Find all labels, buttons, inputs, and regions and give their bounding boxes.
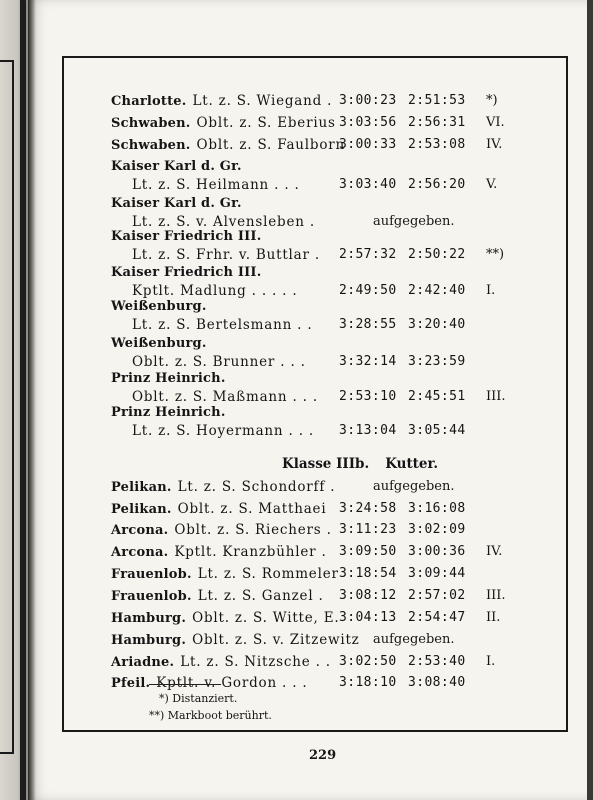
table-row bbox=[111, 228, 505, 264]
officer-name: Lt. z. S. Bertelsmann . . bbox=[132, 317, 313, 333]
status-abandoned: aufgegeben. bbox=[373, 479, 455, 494]
ship-name: Schwaben. bbox=[111, 138, 191, 153]
table-row bbox=[111, 587, 506, 606]
officer-name: Lt. z. S. Rommeler bbox=[197, 566, 339, 582]
table-row bbox=[111, 264, 496, 300]
officer-name: Kptlt. Kranzbühler . bbox=[174, 544, 327, 560]
status-abandoned: aufgegeben. bbox=[373, 214, 455, 229]
time-corrected: 2:53:08 bbox=[408, 137, 466, 152]
table-row bbox=[111, 335, 466, 371]
table-row bbox=[111, 521, 466, 540]
ship-name: Schwaben. bbox=[111, 116, 191, 131]
time-corrected: 2:56:31 bbox=[408, 115, 466, 130]
time-corrected: 3:09:44 bbox=[408, 566, 466, 581]
time-elapsed: 3:28:55 bbox=[339, 317, 397, 332]
officer-name: Lt. z. S. Heilmann . . . bbox=[132, 177, 300, 193]
book-page bbox=[28, 0, 593, 800]
ship-name: Charlotte. bbox=[111, 94, 187, 109]
placing: IV. bbox=[486, 137, 503, 152]
placing: III. bbox=[486, 588, 506, 603]
left-page-edge bbox=[0, 0, 26, 800]
table-row bbox=[111, 136, 503, 155]
ship-name: Prinz Heinrich. bbox=[111, 405, 226, 420]
placing: I. bbox=[486, 654, 496, 669]
placing: I. bbox=[486, 283, 496, 298]
officer-name: Lt. z. S. Ganzel . bbox=[197, 588, 324, 604]
table-row bbox=[111, 631, 455, 650]
officer-name: Oblt. z. S. Maßmann . . . bbox=[132, 389, 318, 405]
section-class: Klasse IIIb. bbox=[282, 456, 370, 472]
officer-name: Lt. z. S. Frhr. v. Buttlar . bbox=[132, 247, 320, 263]
officer-name: Oblt. z. S. Riechers . bbox=[174, 522, 332, 538]
table-row bbox=[111, 500, 466, 519]
right-edge bbox=[587, 0, 593, 800]
ship-name: Hamburg. bbox=[111, 633, 187, 648]
ship-name: Kaiser Friedrich III. bbox=[111, 265, 262, 280]
status-abandoned: aufgegeben. bbox=[373, 632, 455, 647]
time-elapsed: 3:09:50 bbox=[339, 544, 397, 559]
section-boat: Kutter. bbox=[385, 456, 439, 472]
placing: **) bbox=[486, 247, 505, 262]
table-row bbox=[111, 92, 498, 111]
time-corrected: 3:05:44 bbox=[408, 423, 466, 438]
placing: IV. bbox=[486, 544, 503, 559]
page-number: 229 bbox=[309, 748, 337, 763]
officer-name: Oblt. z. S. Matthaei bbox=[177, 501, 327, 517]
footnote-1: *) Distanziert. bbox=[159, 692, 238, 705]
ship-name: Pfeil. bbox=[111, 676, 151, 691]
time-corrected: 3:16:08 bbox=[408, 501, 466, 516]
officer-name: Oblt. z. S. Witte, E. bbox=[192, 610, 340, 626]
table-row bbox=[111, 370, 506, 406]
footnote-2: **) Markboot berührt. bbox=[149, 709, 272, 722]
ship-name: Weißenburg. bbox=[111, 336, 207, 351]
officer-name: Oblt. z. S. Faulborn bbox=[196, 137, 346, 153]
time-corrected: 3:20:40 bbox=[408, 317, 466, 332]
time-elapsed: 3:11:23 bbox=[339, 522, 397, 537]
time-elapsed: 2:49:50 bbox=[339, 283, 397, 298]
time-corrected: 3:08:40 bbox=[408, 675, 466, 690]
left-page-frame bbox=[0, 60, 14, 754]
time-corrected: 2:53:40 bbox=[408, 654, 466, 669]
officer-name: Oblt. z. S. Brunner . . . bbox=[132, 354, 306, 370]
time-elapsed: 3:03:56 bbox=[339, 115, 397, 130]
table-row bbox=[111, 158, 498, 194]
time-corrected: 2:42:40 bbox=[408, 283, 466, 298]
ship-name: Pelikan. bbox=[111, 502, 172, 517]
table-row bbox=[111, 195, 455, 231]
officer-name: Oblt. z. S. Eberius bbox=[196, 115, 336, 131]
placing: *) bbox=[486, 93, 498, 108]
time-corrected: 3:00:36 bbox=[408, 544, 466, 559]
ship-name: Kaiser Friedrich III. bbox=[111, 229, 262, 244]
table-row bbox=[111, 404, 466, 440]
table-row bbox=[111, 609, 501, 628]
officer-name: Kptlt. v. Gordon . . . bbox=[156, 675, 308, 691]
time-corrected: 2:51:53 bbox=[408, 93, 466, 108]
time-elapsed: 3:08:12 bbox=[339, 588, 397, 603]
ship-name: Arcona. bbox=[111, 545, 169, 560]
time-corrected: 3:23:59 bbox=[408, 354, 466, 369]
footnote-rule bbox=[149, 684, 221, 685]
placing: II. bbox=[486, 610, 501, 625]
ship-name: Prinz Heinrich. bbox=[111, 371, 226, 386]
table-row bbox=[111, 543, 503, 562]
time-corrected: 2:54:47 bbox=[408, 610, 466, 625]
time-elapsed: 3:04:13 bbox=[339, 610, 397, 625]
placing: III. bbox=[486, 389, 506, 404]
ship-name: Weißenburg. bbox=[111, 299, 207, 314]
time-elapsed: 3:00:33 bbox=[339, 137, 397, 152]
ship-name: Pelikan. bbox=[111, 480, 172, 495]
ship-name: Ariadne. bbox=[111, 655, 175, 670]
placing: V. bbox=[486, 177, 498, 192]
time-elapsed: 2:53:10 bbox=[339, 389, 397, 404]
placing: VI. bbox=[486, 115, 505, 130]
table-row bbox=[111, 114, 505, 133]
ship-name: Arcona. bbox=[111, 523, 169, 538]
officer-name: Lt. z. S. Schondorff . bbox=[177, 479, 336, 495]
time-corrected: 2:50:22 bbox=[408, 247, 466, 262]
time-elapsed: 3:24:58 bbox=[339, 501, 397, 516]
gutter-shadow bbox=[20, 0, 26, 800]
officer-name: Lt. z. S. Wiegand . bbox=[192, 93, 333, 109]
table-row bbox=[111, 565, 466, 584]
ship-name: Hamburg. bbox=[111, 611, 187, 626]
ship-name: Frauenlob. bbox=[111, 589, 192, 604]
time-elapsed: 3:32:14 bbox=[339, 354, 397, 369]
time-elapsed: 3:18:54 bbox=[339, 566, 397, 581]
time-corrected: 3:02:09 bbox=[408, 522, 466, 537]
officer-name: Oblt. z. S. v. Zitzewitz bbox=[192, 632, 360, 648]
time-elapsed: 3:00:23 bbox=[339, 93, 397, 108]
time-elapsed: 2:57:32 bbox=[339, 247, 397, 262]
time-elapsed: 3:18:10 bbox=[339, 675, 397, 690]
table-row bbox=[111, 478, 455, 497]
officer-name: Kptlt. Madlung . . . . . bbox=[132, 283, 298, 299]
time-corrected: 2:56:20 bbox=[408, 177, 466, 192]
officer-name: Lt. z. S. Hoyermann . . . bbox=[132, 423, 314, 439]
table-row bbox=[111, 298, 466, 334]
officer-name: Lt. z. S. v. Alvensleben . bbox=[132, 214, 315, 230]
time-corrected: 2:57:02 bbox=[408, 588, 466, 603]
ship-name: Kaiser Karl d. Gr. bbox=[111, 196, 242, 211]
table-row bbox=[111, 653, 496, 672]
time-corrected: 2:45:51 bbox=[408, 389, 466, 404]
officer-name: Lt. z. S. Nitzsche . . bbox=[180, 654, 331, 670]
ship-name: Frauenlob. bbox=[111, 567, 192, 582]
ship-name: Kaiser Karl d. Gr. bbox=[111, 159, 242, 174]
section-title bbox=[282, 456, 438, 472]
time-elapsed: 3:03:40 bbox=[339, 177, 397, 192]
time-elapsed: 3:02:50 bbox=[339, 654, 397, 669]
time-elapsed: 3:13:04 bbox=[339, 423, 397, 438]
